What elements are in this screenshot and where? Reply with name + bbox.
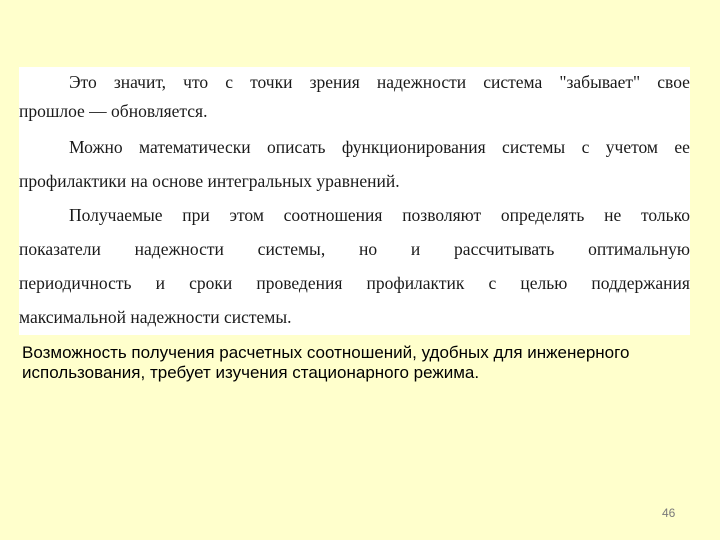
word: математически: [139, 137, 251, 157]
paragraph-3-line-2: [19, 234, 690, 264]
word: определять: [500, 205, 585, 225]
word: надежности: [134, 239, 224, 259]
word: с: [581, 137, 590, 157]
page-number: 46: [662, 506, 676, 520]
paragraph-2-line-2: профилактики на основе интегральных уравнений.: [19, 171, 400, 191]
word: профилактик: [366, 273, 465, 293]
word: поддержания: [591, 273, 690, 293]
paragraph-3-line-1: [19, 200, 690, 230]
caption-text: [22, 343, 692, 383]
word: периодичность: [19, 273, 132, 293]
word: сроки: [189, 273, 233, 293]
caption-line-2: использования, требует изучения стационарного режима.: [22, 363, 480, 382]
word: ее: [674, 137, 690, 157]
word: учетом: [605, 137, 658, 157]
word: позволяют: [402, 205, 482, 225]
word: при: [182, 205, 210, 225]
word: системы,: [257, 239, 326, 259]
word: свое: [657, 72, 690, 92]
paragraph-1-line-2: прошлое — обновляется.: [19, 101, 208, 121]
word: не: [604, 205, 622, 225]
word: описать: [267, 137, 326, 157]
word: соотношения: [283, 205, 383, 225]
paragraph-2-line-1: [19, 132, 690, 162]
paragraph-3-line-3: [19, 268, 690, 298]
scanned-text-block: [19, 67, 690, 335]
word: функционирования: [341, 137, 486, 157]
word: с: [225, 72, 233, 92]
word: целью: [520, 273, 568, 293]
word: оптимальную: [588, 239, 690, 259]
word: показатели: [19, 239, 101, 259]
word: проведения: [256, 273, 343, 293]
word: с: [488, 273, 497, 293]
word: рассчитывать: [454, 239, 555, 259]
word: точки: [250, 72, 293, 92]
paragraph-1-line-1: [19, 67, 690, 97]
word: надежности: [376, 72, 467, 92]
word: Это: [69, 72, 97, 92]
word: Получаемые: [69, 205, 163, 225]
word: системы: [502, 137, 566, 157]
word: зрения: [309, 72, 360, 92]
word: что: [183, 72, 209, 92]
word: значит,: [113, 72, 167, 92]
word: только: [640, 205, 690, 225]
word: и: [410, 239, 421, 259]
word: и: [155, 273, 165, 293]
word: "забывает": [559, 72, 641, 92]
word: Можно: [69, 137, 123, 157]
caption-line-1: Возможность получения расчетных соотношений, удобных для инженерного: [22, 343, 630, 362]
word: но: [358, 239, 378, 259]
word: этом: [229, 205, 264, 225]
paragraph-3-line-4: максимальной надежности системы.: [19, 307, 292, 327]
word: система: [483, 72, 543, 92]
